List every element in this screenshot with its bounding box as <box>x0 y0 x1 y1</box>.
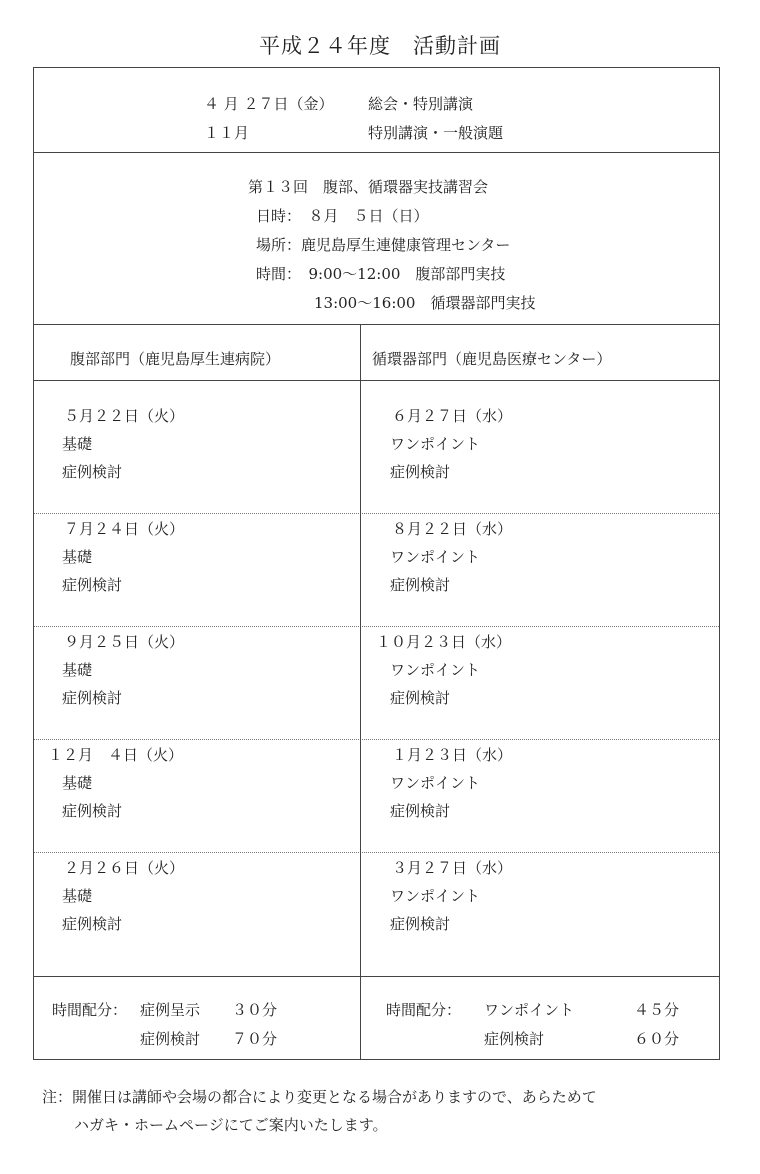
divider <box>34 324 719 325</box>
right-session-item: ワンポイント <box>390 774 481 792</box>
left-session-date: １２月 ４日（火） <box>48 746 184 764</box>
left-column-header: 腹部部門（鹿児島厚生連病院） <box>70 350 281 368</box>
right-session-date: １月２３日（水） <box>392 746 513 764</box>
right-session-date: １０月２３日（水） <box>376 633 512 651</box>
left-session-date: ７月２４日（火） <box>64 520 185 538</box>
seminar-time-2: 13:00～16:00 循環器部門実技 <box>314 294 536 312</box>
right-session-item: ワンポイント <box>390 435 481 453</box>
divider <box>34 152 719 153</box>
right-column-header: 循環器部門（鹿児島医療センター） <box>372 350 612 368</box>
left-session-date: ９月２５日（火） <box>64 633 185 651</box>
left-time-item: 症例呈示 <box>140 1001 201 1019</box>
left-session-item: 基礎 <box>62 887 93 905</box>
divider <box>34 976 719 977</box>
schedule-table <box>33 67 720 1060</box>
right-session-item: ワンポイント <box>390 548 481 566</box>
left-session-item: 症例検討 <box>62 802 123 820</box>
left-session-date: ２月２６日（火） <box>64 859 185 877</box>
seminar-place: 場所：鹿児島厚生連健康管理センター <box>256 236 511 254</box>
dotted-divider <box>34 513 719 514</box>
right-time-item: 症例検討 <box>484 1030 545 1048</box>
right-session-item: 症例検討 <box>390 915 451 933</box>
left-time-item: 症例検討 <box>140 1030 201 1048</box>
left-session-item: 基礎 <box>62 661 93 679</box>
right-time-item: ワンポイント <box>484 1001 575 1019</box>
note-line-1: 注：開催日は講師や会場の都合により変更となる場合がありますので、あらためて <box>42 1088 597 1106</box>
column-divider <box>360 325 361 1059</box>
right-time-value: ４５分 <box>634 1001 680 1019</box>
note-line-2: ハガキ・ホームページにてご案内いたします。 <box>74 1116 388 1134</box>
right-session-date: ６月２７日（水） <box>392 407 513 425</box>
right-session-item: 症例検討 <box>390 689 451 707</box>
right-session-item: 症例検討 <box>390 576 451 594</box>
right-session-item: ワンポイント <box>390 887 481 905</box>
seminar-title: 第１３回 腹部、循環器実技講習会 <box>248 178 489 196</box>
right-time-label: 時間配分： <box>386 1001 462 1019</box>
divider <box>34 380 719 381</box>
dotted-divider <box>34 626 719 627</box>
left-session-item: 症例検討 <box>62 463 123 481</box>
right-session-item: 症例検討 <box>390 463 451 481</box>
general-event-2: 特別講演・一般演題 <box>368 124 504 142</box>
right-session-date: ８月２２日（水） <box>392 520 513 538</box>
left-session-item: 基礎 <box>62 435 93 453</box>
right-session-item: 症例検討 <box>390 802 451 820</box>
right-session-date: ３月２７日（水） <box>392 859 513 877</box>
right-time-value: ６０分 <box>634 1030 680 1048</box>
right-session-item: ワンポイント <box>390 661 481 679</box>
seminar-time-1: 時間： 9:00～12:00 腹部部門実技 <box>256 265 506 283</box>
left-session-date: ５月２２日（火） <box>64 407 185 425</box>
general-event-1: 総会・特別講演 <box>368 95 474 113</box>
left-session-item: 症例検討 <box>62 576 123 594</box>
general-date-1: ４ 月 ２７日（金） <box>204 95 334 113</box>
left-time-value: ７０分 <box>232 1030 278 1048</box>
dotted-divider <box>34 852 719 853</box>
left-session-item: 基礎 <box>62 548 93 566</box>
seminar-date: 日時： ８月 ５日（日） <box>256 207 429 225</box>
page-title: 平成２４年度 活動計画 <box>259 34 501 58</box>
left-time-value: ３０分 <box>232 1001 278 1019</box>
left-time-label: 時間配分： <box>52 1001 128 1019</box>
left-session-item: 基礎 <box>62 774 93 792</box>
dotted-divider <box>34 739 719 740</box>
left-session-item: 症例検討 <box>62 689 123 707</box>
general-date-2: １１月 <box>204 124 250 142</box>
left-session-item: 症例検討 <box>62 915 123 933</box>
